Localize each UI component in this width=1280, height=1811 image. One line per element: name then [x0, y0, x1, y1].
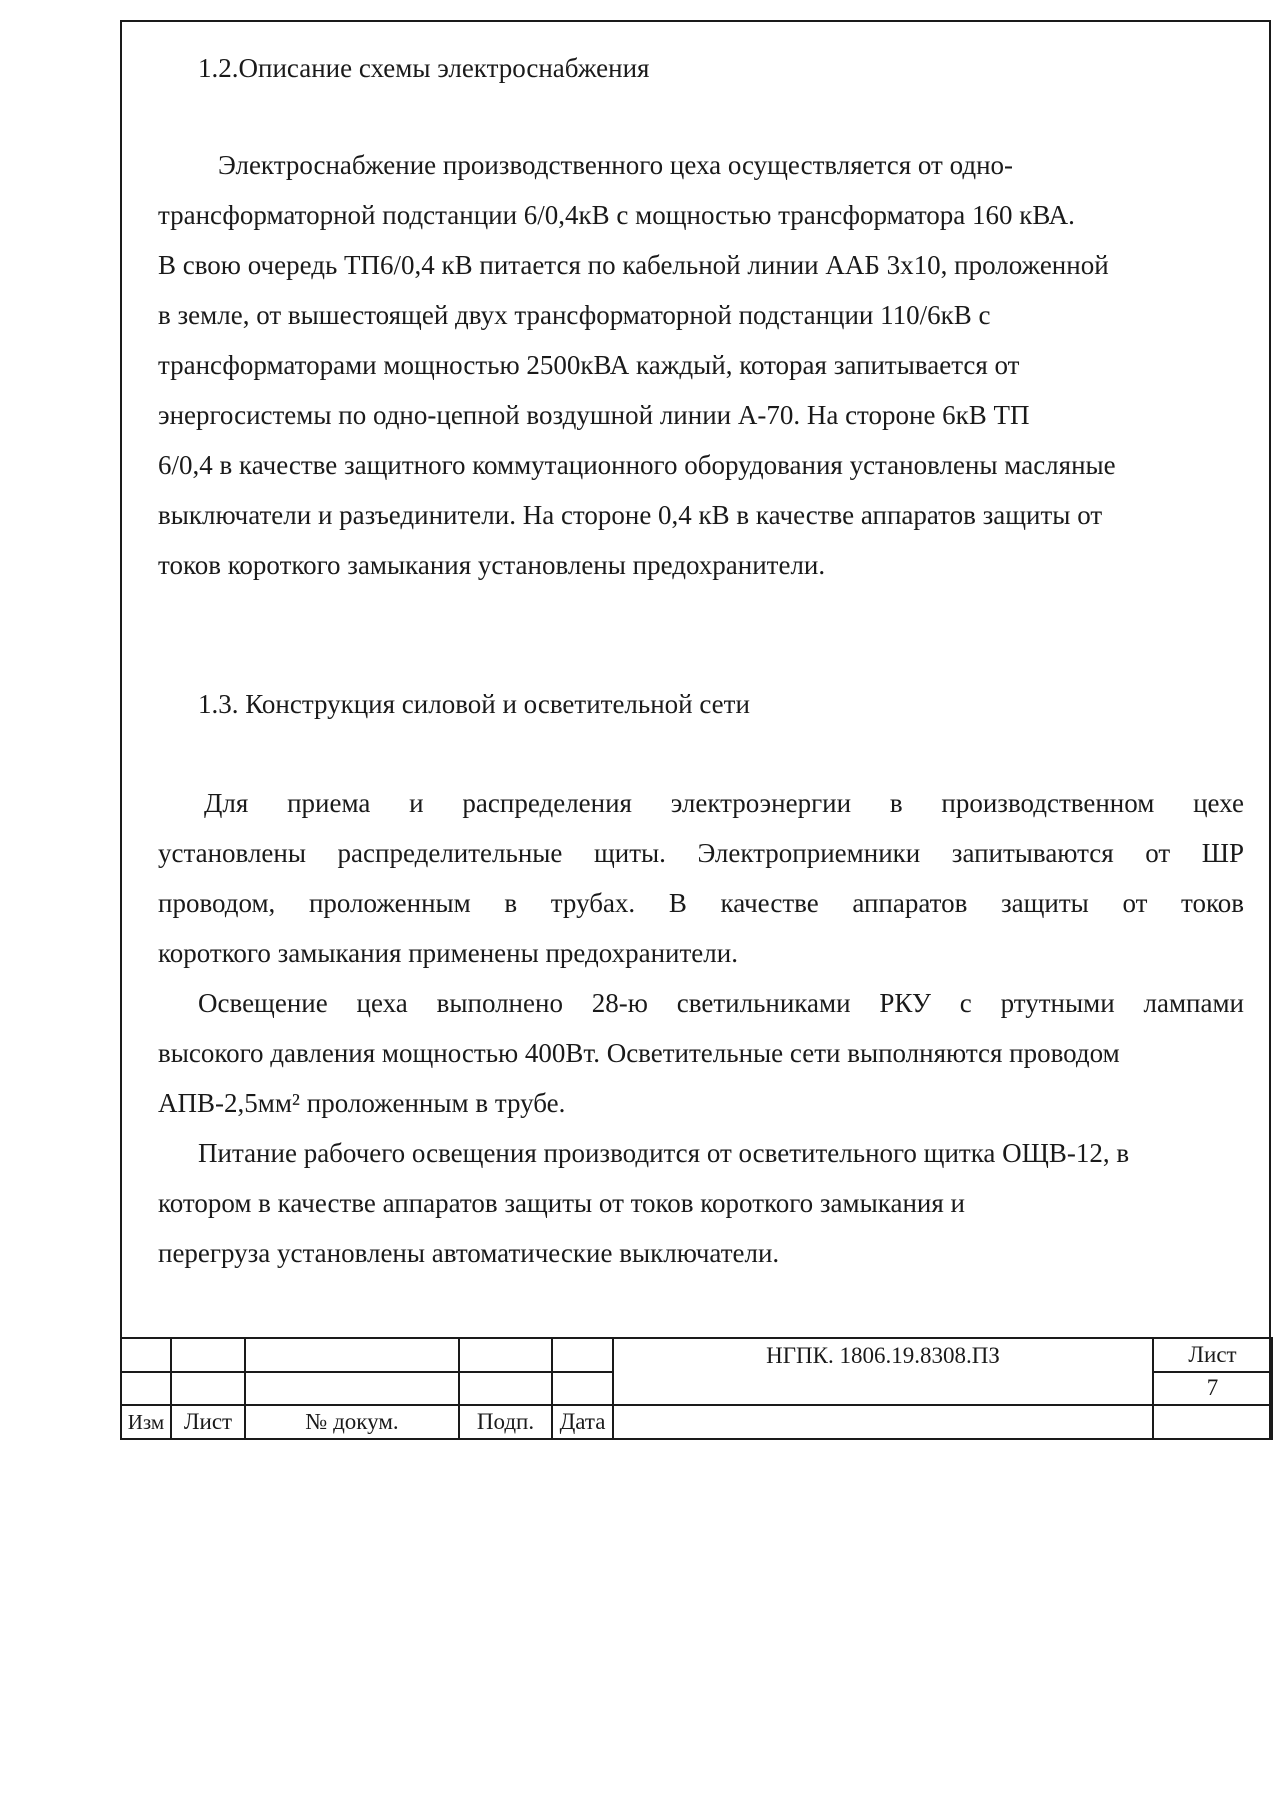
paragraph-line: Освещение цеха выполнено 28-ю светильниками РКУ с ртутными лампами [198, 988, 1244, 1018]
paragraph-line: АПВ-2,5мм² проложенным в трубе. [158, 1088, 566, 1118]
paragraph-line: высокого давления мощностью 400Вт. Осветительные сети выполняются проводом [158, 1038, 1120, 1068]
stamp-cell [459, 1372, 552, 1406]
paragraph-line: Электроснабжение производственного цеха осуществляется от одно- [218, 150, 1014, 180]
paragraph-line: В свою очередь ТП6/0,4 кВ питается по кабельной линии ААБ 3х10, проложенной [158, 250, 1109, 280]
paragraph-line: котором в качестве аппаратов защиты от токов короткого замыкания и [158, 1188, 965, 1218]
section-heading-1-2: 1.2.Описание схемы электроснабжения [198, 53, 650, 83]
title-block [120, 1337, 1273, 1440]
stamp-cell [613, 1405, 1153, 1439]
paragraph-line: проводом, проложенным в трубах. В качестве аппаратов защиты от токов [158, 888, 1244, 918]
paragraph-line: короткого замыкания применены предохранители. [158, 938, 738, 968]
stamp-cell [552, 1338, 613, 1372]
paragraph-line: Питание рабочего освещения производится от осветительного щитка ОЩВ-12, в [198, 1138, 1130, 1168]
stamp-cell [459, 1338, 552, 1372]
paragraph-line: в земле, от вышестоящей двух трансформаторной подстанции 110/6кВ с [158, 300, 991, 330]
sheet-number: 7 [1153, 1372, 1272, 1406]
col-date: Дата [552, 1405, 613, 1439]
paragraph-line: установлены распределительные щиты. Электроприемники запитываются от ШР [158, 838, 1244, 868]
stamp-cell [245, 1372, 459, 1406]
paragraph-line: трансформаторами мощностью 2500кВА каждый, которая запитывается от [158, 350, 1020, 380]
stamp-cell [121, 1372, 171, 1406]
col-list: Лист [171, 1405, 245, 1439]
document-code: НГПК. 1806.19.8308.ПЗ [613, 1338, 1153, 1405]
paragraph-line: трансформаторной подстанции 6/0,4кВ с мощностью трансформатора 160 кВА. [158, 200, 1075, 230]
sheet-label: Лист [1153, 1338, 1272, 1372]
stamp-cell [552, 1372, 613, 1406]
paragraph-line: токов короткого замыкания установлены предохранители. [158, 550, 826, 580]
section-heading-1-3: 1.3. Конструкция силовой и осветительной сети [198, 689, 750, 719]
col-izm: Изм [121, 1405, 171, 1439]
paragraph-line: выключатели и разъединители. На стороне 0,4 кВ в качестве аппаратов защиты от [158, 500, 1103, 530]
stamp-cell [245, 1338, 459, 1372]
col-docnum: № докум. [245, 1405, 459, 1439]
paragraph-line: 6/0,4 в качестве защитного коммутационного оборудования установлены масляные [158, 450, 1116, 480]
stamp-cell [171, 1372, 245, 1406]
paragraph-line: энергосистемы по одно-цепной воздушной линии А-70. На стороне 6кВ ТП [158, 400, 1030, 430]
paragraph-line: Для приема и распределения электроэнергии в производственном цехе [204, 788, 1244, 818]
paragraph-line: перегруза установлены автоматические выключатели. [158, 1238, 780, 1268]
page-frame [120, 20, 1271, 1440]
stamp-cell [171, 1338, 245, 1372]
stamp-cell [121, 1338, 171, 1372]
col-sign: Подп. [459, 1405, 552, 1439]
stamp-cell [1153, 1405, 1272, 1439]
